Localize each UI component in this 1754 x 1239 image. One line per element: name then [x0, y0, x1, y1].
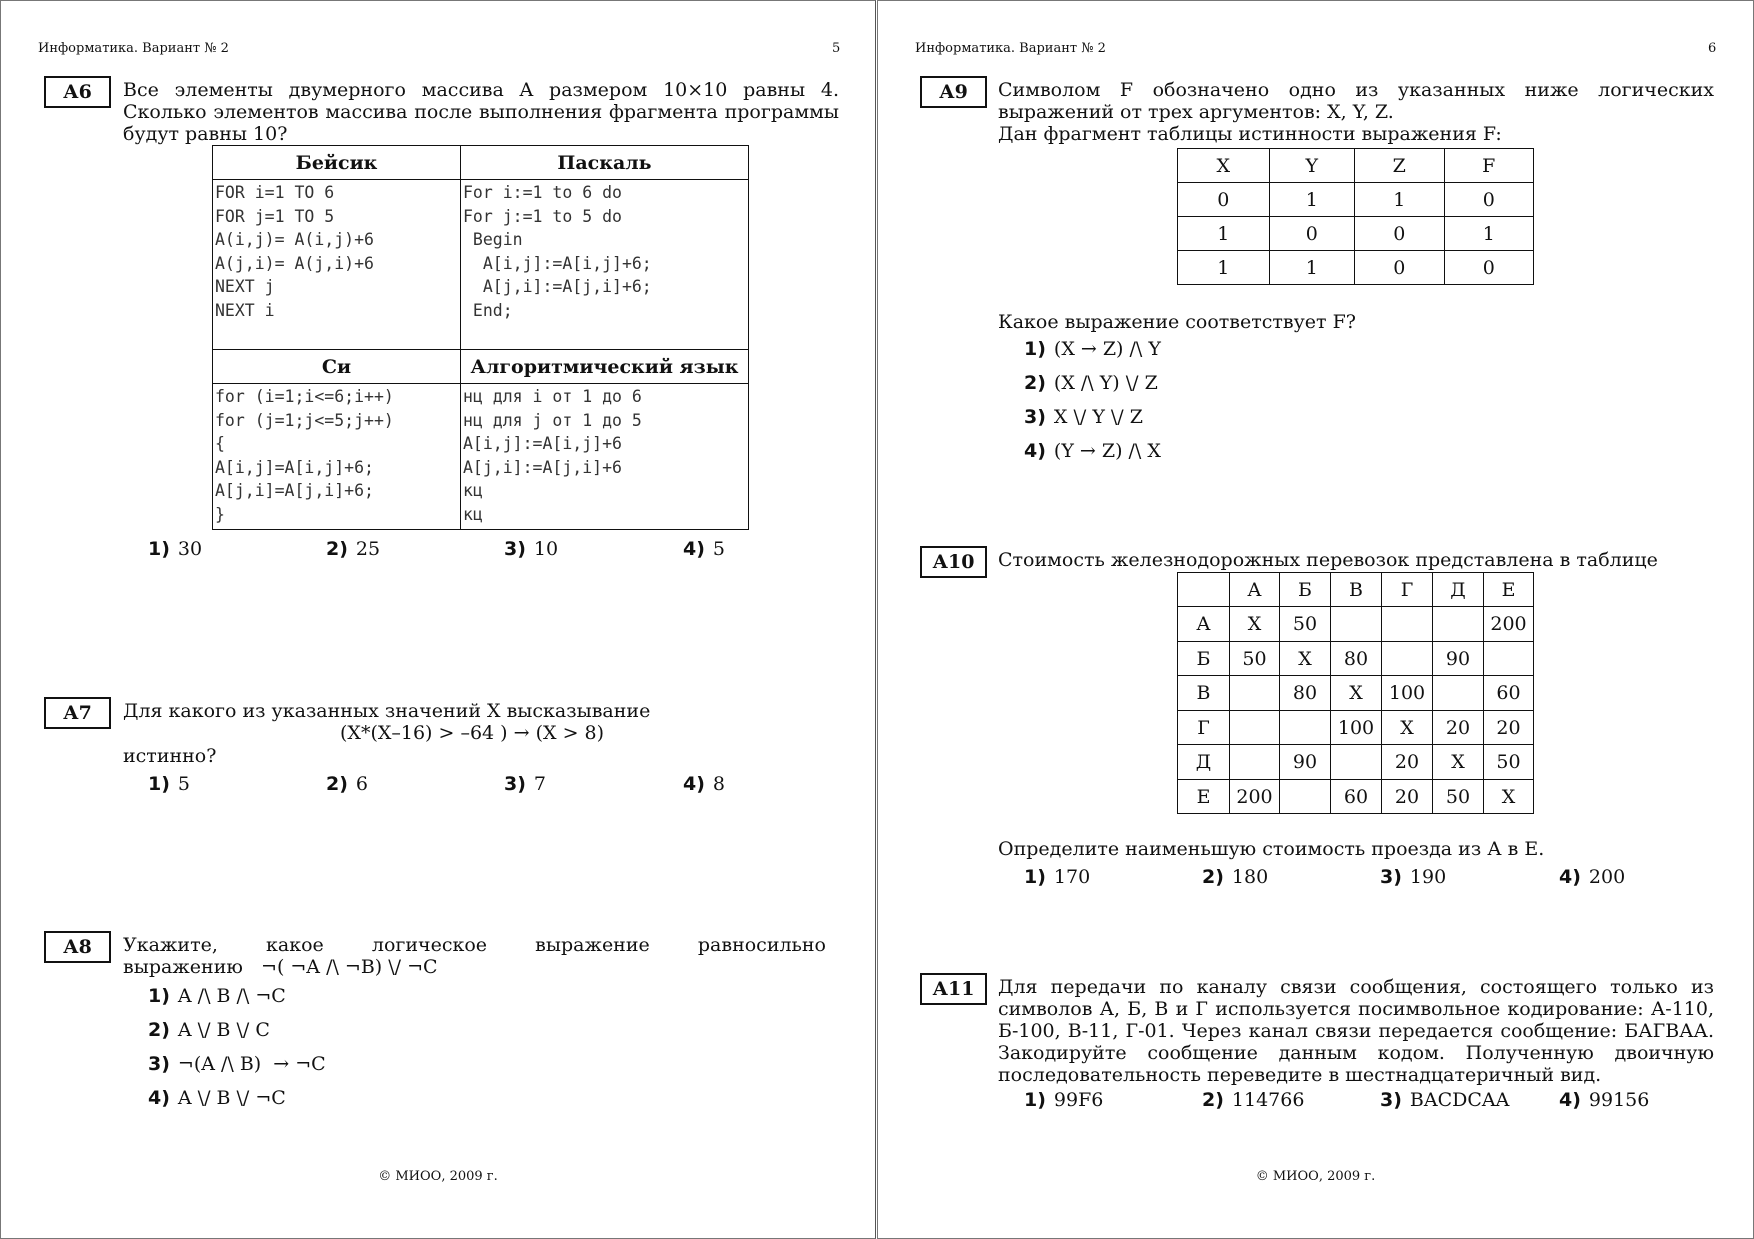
a9-line-2: выражений от трех аргументов: X, Y, Z. [998, 101, 1394, 123]
cost-header-cell: Г [1382, 573, 1433, 607]
cost-cell [1382, 607, 1433, 642]
truth-cell: 1 [1444, 217, 1533, 251]
a9-answer-1[interactable] [1024, 338, 1161, 360]
answer-number: 2) [1202, 1089, 1224, 1111]
truth-cell: 0 [1355, 251, 1445, 285]
question-a6-text [123, 79, 839, 145]
answer-text: 5 [712, 538, 725, 560]
answer-text: 25 [355, 538, 381, 560]
cost-table-row [1178, 676, 1534, 711]
answer-number: 1) [148, 985, 170, 1007]
header-algo: Алгоритмический язык [461, 350, 749, 384]
truth-table-row [1178, 251, 1534, 285]
cost-cell [1230, 676, 1280, 711]
cost-cell [1382, 642, 1433, 676]
answer-number: 2) [1202, 866, 1224, 888]
cost-cell: 100 [1331, 711, 1382, 745]
answer-text: 99156 [1588, 1089, 1650, 1111]
cost-cell [1280, 780, 1331, 814]
cost-cell: 90 [1433, 642, 1484, 676]
cost-cell [1484, 642, 1534, 676]
answer-number: 3) [1380, 866, 1402, 888]
a8-answer-1[interactable] [148, 985, 286, 1007]
cost-header-cell [1178, 573, 1230, 607]
answer-text: 6 [355, 773, 368, 795]
a9-answer-4[interactable] [1024, 440, 1161, 462]
a11-answer-2[interactable] [1202, 1089, 1304, 1111]
answer-number: 4) [683, 773, 705, 795]
answer-number: 2) [1024, 372, 1046, 394]
page-number: 5 [832, 41, 841, 56]
answer-text: BACDCAA [1409, 1089, 1510, 1111]
right-page [877, 0, 1754, 1239]
answer-number: 4) [1024, 440, 1046, 462]
a11-line-1: Для передачи по каналу связи сообщения, состоящего только из [998, 976, 1714, 998]
code-algo: нц для i от 1 до 6 нц для j от 1 до 5 A[i,j]:=A[i,j]+6 A[j,i]:=A[j,i]+6 кц кц [463, 387, 642, 524]
cost-cell: X [1382, 711, 1433, 745]
truth-cell: 0 [1269, 217, 1354, 251]
answer-text: 7 [533, 773, 546, 795]
truth-cell: 1 [1355, 183, 1445, 217]
answer-text: 114766 [1231, 1089, 1305, 1111]
cost-cell: 200 [1230, 780, 1280, 814]
cost-cell: 50 [1280, 607, 1331, 642]
a10-line-1: Стоимость железнодорожных перевозок представлена в таблице [998, 549, 1658, 571]
a7-answer-4[interactable] [683, 773, 725, 795]
answer-text: X \/ Y \/ Z [1053, 406, 1143, 428]
code-c: for (i=1;i<=6;i++) for (j=1;j<=5;j++) { A[i,j]=A[i,j]+6; A[j,i]=A[j,i]+6; } [215, 387, 394, 524]
a11-answer-1[interactable] [1024, 1089, 1103, 1111]
cost-cell: А [1178, 607, 1230, 642]
answer-text: (X /\ Y) \/ Z [1053, 372, 1158, 394]
a8-answer-4[interactable] [148, 1087, 286, 1109]
a6-answer-3[interactable] [504, 538, 558, 560]
cost-cell: 80 [1331, 642, 1382, 676]
a10-question: Определите наименьшую стоимость проезда из А в Е. [998, 838, 1545, 860]
cost-cell: 50 [1230, 642, 1280, 676]
a7-answer-2[interactable] [326, 773, 368, 795]
cost-cell: Б [1178, 642, 1230, 676]
a11-answer-3[interactable] [1380, 1089, 1509, 1111]
answer-text: 8 [712, 773, 725, 795]
a10-answer-3[interactable] [1380, 866, 1446, 888]
answer-text: A \/ B \/ C [177, 1019, 270, 1041]
header-basic: Бейсик [213, 146, 461, 180]
truth-header-cell: Y [1269, 149, 1354, 183]
cost-cell: 60 [1484, 676, 1534, 711]
cost-cell: X [1280, 642, 1331, 676]
page-header: Информатика. Вариант № 2 [915, 41, 1106, 56]
answer-text: (X → Z) /\ Y [1053, 338, 1161, 360]
cost-cell: 90 [1280, 745, 1331, 780]
answer-number: 4) [1559, 1089, 1581, 1111]
page-footer: © МИОО, 2009 г. [1255, 1169, 1376, 1184]
a8-line-2: выражению ¬( ¬A /\ ¬B) \/ ¬C [123, 956, 438, 978]
a11-line-5: последовательность переведите в шестнадцатеричный вид. [998, 1064, 1602, 1086]
answer-number: 1) [1024, 338, 1046, 360]
a10-cost-table [1177, 572, 1534, 814]
code-pascal: For i:=1 to 6 do For j:=1 to 5 do Begin A[i,j]:=A[i,j]+6; A[j,i]:=A[j,i]+6; End; [463, 183, 652, 320]
answer-number: 4) [683, 538, 705, 560]
truth-header-cell: X [1178, 149, 1270, 183]
a7-answer-3[interactable] [504, 773, 546, 795]
header-pascal: Паскаль [461, 146, 749, 180]
truth-cell: 0 [1355, 217, 1445, 251]
answer-number: 4) [148, 1087, 170, 1109]
a9-truth-table [1177, 148, 1534, 285]
question-a8-text [123, 934, 826, 978]
truth-header-cell: Z [1355, 149, 1445, 183]
cost-cell [1230, 711, 1280, 745]
cost-table-row [1178, 780, 1534, 814]
a7-line-3: истинно? [123, 745, 217, 767]
page-number: 6 [1708, 41, 1717, 56]
cost-header-cell: Б [1280, 573, 1331, 607]
a9-line-1: Символом F обозначено одно из указанных ниже логических [998, 79, 1714, 101]
cost-cell: Е [1178, 780, 1230, 814]
page-header: Информатика. Вариант № 2 [38, 41, 229, 56]
answer-text: (Y → Z) /\ X [1053, 440, 1161, 462]
cost-cell: X [1433, 745, 1484, 780]
answer-number: 2) [326, 773, 348, 795]
cost-cell: 20 [1433, 711, 1484, 745]
answer-number: 4) [1559, 866, 1581, 888]
answer-text: 170 [1053, 866, 1091, 888]
a6-line-1: Все элементы двумерного массива A размером 10×10 равны 4. [123, 79, 839, 101]
cost-cell: Д [1178, 745, 1230, 780]
a6-answer-1[interactable] [148, 538, 202, 560]
a6-answer-4[interactable] [683, 538, 725, 560]
answer-number: 1) [148, 538, 170, 560]
header-c: Си [213, 350, 461, 384]
question-label-a9: А9 [920, 76, 987, 108]
a9-line-3: Дан фрагмент таблицы истинности выражения F: [998, 123, 1502, 145]
answer-text: 30 [177, 538, 203, 560]
cost-header-cell: Д [1433, 573, 1484, 607]
a7-formula: (X*(X–16) > –64 ) → (X > 8) [340, 722, 605, 744]
a11-line-4: Закодируйте сообщение данным кодом. Полученную двоичную [998, 1042, 1714, 1064]
cost-cell: 20 [1382, 780, 1433, 814]
a11-answer-4[interactable] [1559, 1089, 1649, 1111]
code-basic: FOR i=1 TO 6 FOR j=1 TO 5 A(i,j)= A(i,j)+6 A(j,i)= A(j,i)+6 NEXT j NEXT i [215, 183, 374, 320]
answer-text: 10 [533, 538, 559, 560]
a10-answer-4[interactable] [1559, 866, 1625, 888]
cost-cell [1433, 676, 1484, 711]
cost-table-header [1178, 573, 1534, 607]
answer-text: 99F6 [1053, 1089, 1104, 1111]
a8-answer-3[interactable] [148, 1053, 326, 1075]
cost-header-cell: Е [1484, 573, 1534, 607]
cost-cell: 20 [1382, 745, 1433, 780]
a10-answer-2[interactable] [1202, 866, 1268, 888]
question-label-a6: А6 [44, 76, 111, 108]
a9-answer-2[interactable] [1024, 372, 1158, 394]
a6-line-2: Сколько элементов массива после выполнения фрагмента программы [123, 101, 839, 123]
answer-number: 3) [148, 1053, 170, 1075]
cost-cell: 60 [1331, 780, 1382, 814]
page-footer: © МИОО, 2009 г. [378, 1169, 498, 1184]
cost-cell: 80 [1280, 676, 1331, 711]
a8-line-1: Укажите, какое логическое выражение равносильно [123, 934, 826, 956]
question-label-a10: А10 [920, 546, 987, 578]
cost-table-row [1178, 607, 1534, 642]
cost-cell: В [1178, 676, 1230, 711]
truth-table-row [1178, 217, 1534, 251]
cost-cell: X [1331, 676, 1382, 711]
answer-text: 180 [1231, 866, 1269, 888]
a6-code-table [212, 145, 749, 530]
truth-table-row [1178, 183, 1534, 217]
answer-number: 3) [504, 538, 526, 560]
cost-cell: X [1230, 607, 1280, 642]
cost-cell: 200 [1484, 607, 1534, 642]
a8-answer-2[interactable] [148, 1019, 270, 1041]
a11-line-3: Б-100, В-11, Г-01. Через канал связи передается сообщение: БАГВАА. [998, 1020, 1714, 1042]
answer-text: A /\ B /\ ¬C [177, 985, 286, 1007]
answer-text: 5 [177, 773, 190, 795]
truth-cell: 0 [1178, 183, 1270, 217]
cost-cell: 100 [1382, 676, 1433, 711]
cost-header-cell: В [1331, 573, 1382, 607]
cost-cell: 50 [1433, 780, 1484, 814]
cost-cell: Г [1178, 711, 1230, 745]
cost-cell: 20 [1484, 711, 1534, 745]
cost-header-cell: А [1230, 573, 1280, 607]
cost-table-row [1178, 642, 1534, 676]
answer-text: ¬(A /\ B) → ¬C [177, 1053, 326, 1075]
question-a9-text [998, 79, 1714, 145]
answer-number: 1) [1024, 1089, 1046, 1111]
answer-text: A \/ B \/ ¬C [177, 1087, 286, 1109]
a7-line-1: Для какого из указанных значений X высказывание [123, 700, 651, 722]
answer-number: 2) [148, 1019, 170, 1041]
a6-line-3: будут равны 10? [123, 123, 288, 145]
truth-cell: 1 [1269, 251, 1354, 285]
a6-answer-2[interactable] [326, 538, 380, 560]
question-label-a11: А11 [920, 973, 987, 1005]
cost-cell [1331, 607, 1382, 642]
truth-cell: 0 [1444, 183, 1533, 217]
cost-cell [1331, 745, 1382, 780]
question-label-a7: А7 [44, 697, 111, 729]
a9-answer-3[interactable] [1024, 406, 1143, 428]
cost-cell [1280, 711, 1331, 745]
answer-number: 3) [504, 773, 526, 795]
cost-table-row [1178, 711, 1534, 745]
truth-table-header [1178, 149, 1534, 183]
answer-number: 3) [1380, 1089, 1402, 1111]
answer-number: 1) [148, 773, 170, 795]
answer-text: 190 [1409, 866, 1447, 888]
question-a11-text [998, 976, 1714, 1086]
truth-cell: 0 [1444, 251, 1533, 285]
cost-cell: 50 [1484, 745, 1534, 780]
truth-cell: 1 [1269, 183, 1354, 217]
question-label-a8: А8 [44, 931, 111, 963]
truth-header-cell: F [1444, 149, 1533, 183]
cost-cell [1433, 607, 1484, 642]
a10-answer-1[interactable] [1024, 866, 1090, 888]
a9-question: Какое выражение соответствует F? [998, 311, 1356, 333]
truth-cell: 1 [1178, 251, 1270, 285]
answer-number: 3) [1024, 406, 1046, 428]
answer-number: 1) [1024, 866, 1046, 888]
cost-table-row [1178, 745, 1534, 780]
left-page [0, 0, 876, 1239]
answer-number: 2) [326, 538, 348, 560]
cost-cell: X [1484, 780, 1534, 814]
a11-line-2: символов А, Б, В и Г используется посимвольное кодирование: А-110, [998, 998, 1714, 1020]
answer-text: 200 [1588, 866, 1626, 888]
a7-answer-1[interactable] [148, 773, 190, 795]
truth-cell: 1 [1178, 217, 1270, 251]
cost-cell [1230, 745, 1280, 780]
